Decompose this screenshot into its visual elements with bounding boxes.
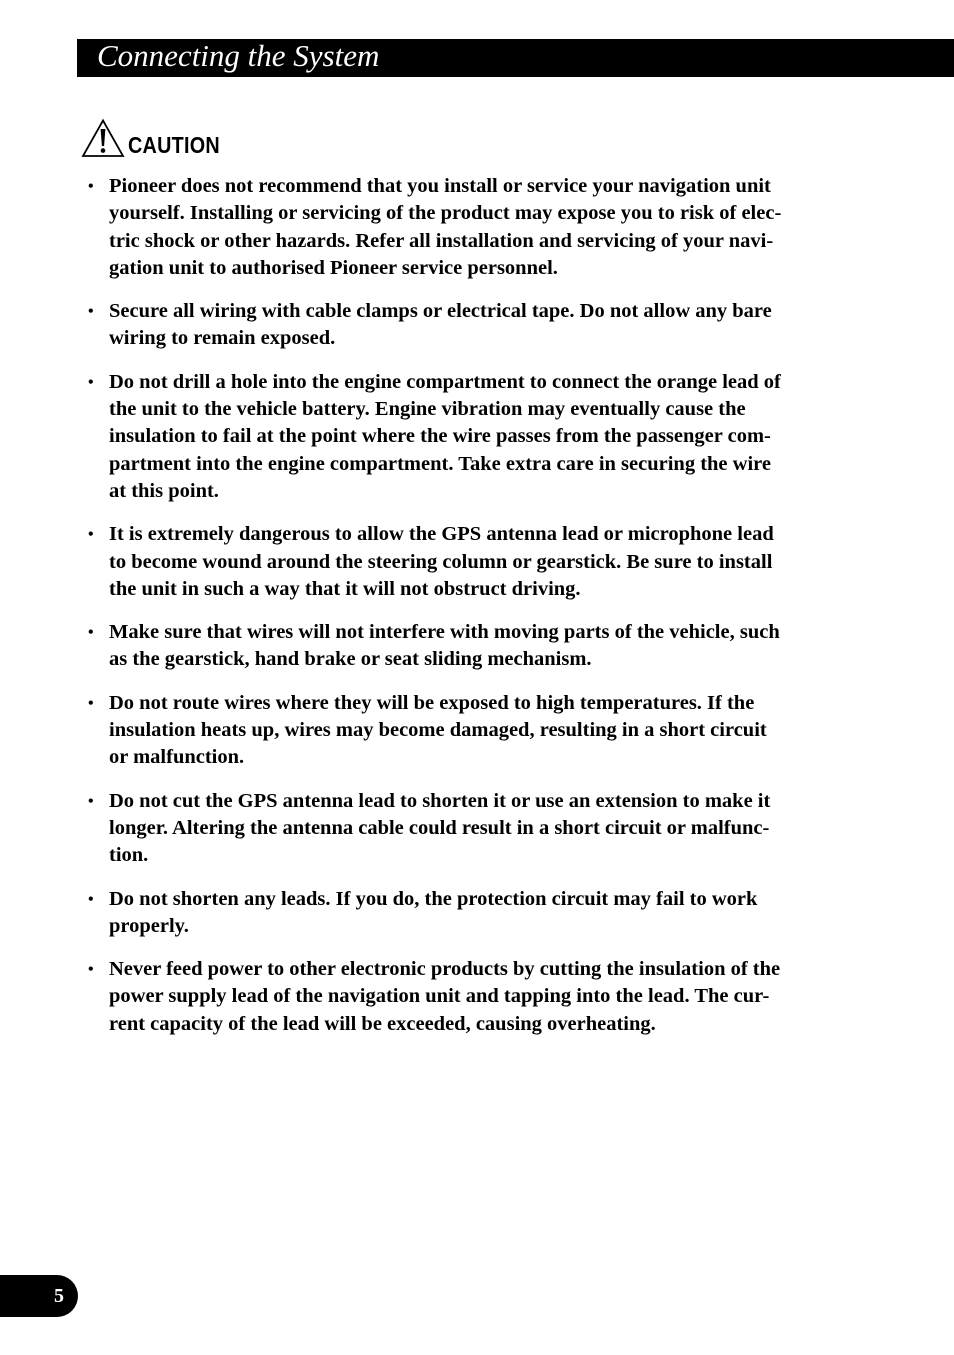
list-item-text: Do not drill a hole into the engine compartment to connect the orange lead of the unit to the vehicle battery. Engine vibration may eventually cause the insulation to fail at the point where the wire passes from the passenger com- partment into the engine compartment. Take extra care in securing the wire at this point. bbox=[109, 370, 781, 502]
list-item bbox=[88, 886, 868, 941]
list-item bbox=[88, 298, 868, 353]
section-title: Connecting the System bbox=[97, 38, 380, 73]
caution-list bbox=[88, 173, 868, 1054]
bullet: • bbox=[88, 890, 94, 908]
bullet: • bbox=[88, 178, 94, 195]
list-item-text: Do not cut the GPS antenna lead to shorten it or use an extension to make it longer. Altering the antenna cable could result in a short circuit or malfunc- tion. bbox=[109, 789, 771, 867]
warning-triangle-icon bbox=[81, 118, 125, 158]
list-item bbox=[88, 956, 868, 1038]
page-number: 5 bbox=[54, 1285, 64, 1307]
list-item bbox=[88, 619, 868, 674]
list-item-text: It is extremely dangerous to allow the GPS antenna lead or microphone lead to become wound around the steering column or gearstick. Be sure to install the unit in such a way that it will not obstruct driving. bbox=[109, 523, 774, 600]
list-item bbox=[88, 521, 868, 603]
list-item bbox=[88, 369, 868, 505]
bullet: • bbox=[88, 526, 94, 544]
bullet: • bbox=[88, 303, 94, 321]
caution-label: CAUTION bbox=[128, 132, 220, 158]
list-item-text: Do not route wires where they will be exposed to high temperatures. If the insulation heats up, wires may become damaged, resulting in a short circuit or malfunction. bbox=[109, 691, 767, 769]
bullet: • bbox=[88, 373, 94, 391]
list-item-text: Never feed power to other electronic products by cutting the insulation of the power supply lead of the navigation unit and tapping into the lead. The cur- rent capacity of the lead will be exceeded, causing overheating. bbox=[109, 958, 781, 1035]
list-item-text: Do not shorten any leads. If you do, the protection circuit may fail to work properly. bbox=[109, 887, 758, 937]
page-number-tab bbox=[0, 1275, 78, 1317]
section-header-bar bbox=[77, 39, 954, 77]
bullet: • bbox=[88, 624, 94, 642]
list-item bbox=[88, 173, 868, 282]
list-item-text: Secure all wiring with cable clamps or electrical tape. Do not allow any bare wiring to remain exposed. bbox=[109, 300, 772, 350]
list-item-text: Make sure that wires will not interfere with moving parts of the vehicle, such as the gearstick, hand brake or seat sliding mechanism. bbox=[109, 621, 780, 671]
list-item-text: Pioneer does not recommend that you install or service your navigation unit yourself. Installing or servicing of the product may expose you to risk of elec- tric shock or other hazards. Refer all installation and servicing of your navi- gation unit to authorised Pioneer service personnel. bbox=[109, 175, 782, 279]
list-item bbox=[88, 788, 868, 870]
bullet: • bbox=[88, 961, 94, 979]
list-item bbox=[88, 690, 868, 772]
bullet: • bbox=[88, 792, 94, 810]
bullet: • bbox=[88, 694, 94, 712]
